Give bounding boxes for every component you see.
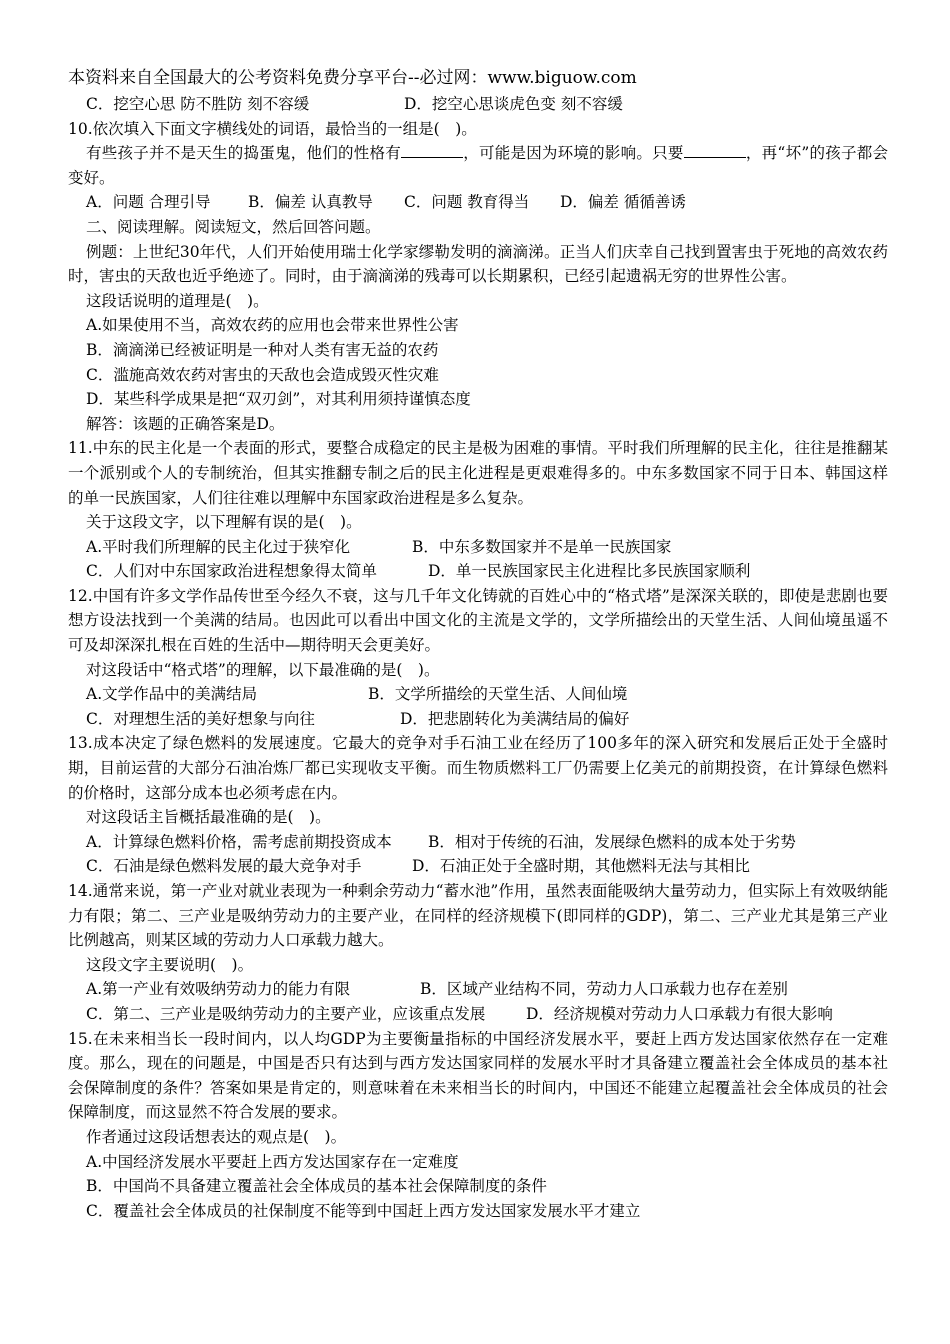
option-b: B．区域产业结构不同，劳动力人口承载力也存在差别 (420, 980, 788, 999)
option-b: B．中东多数国家并不是单一民族国家 (412, 537, 672, 556)
q9-options-cd (68, 92, 888, 117)
document-page (68, 64, 888, 1223)
q12-question: 对这段话中“格式塔”的理解，以下最准确的是( )。 (86, 660, 440, 679)
option-d: D．单一民族国家民主化进程比多民族国家顺利 (428, 562, 751, 581)
example-answer: 解答：该题的正确答案是D。 (86, 414, 285, 433)
q13-options-cd (68, 854, 888, 879)
example-question: 这段话说明的道理是( )。 (86, 291, 269, 310)
option-a: A.文学作品中的美满结局 (86, 685, 258, 704)
option-b: B．偏差 认真教导 (248, 193, 373, 212)
option-c: C．问题 教育得当 (404, 193, 530, 212)
option-b: B．相对于传统的石油，发展绿色燃料的成本处于劣势 (428, 832, 796, 851)
q15-option-a: A.中国经济发展水平要赶上西方发达国家存在一定难度 (86, 1152, 459, 1171)
option-c: C．石油是绿色燃料发展的最大竞争对手 (86, 857, 362, 876)
q15-option-b: B．中国尚不具备建立覆盖社会全体成员的基本社会保障制度的条件 (86, 1177, 547, 1196)
source-header: 本资料来自全国最大的公考资料免费分享平台--必过网：www.biguow.com (68, 68, 637, 88)
option-d: D．经济规模对劳动力人口承载力有很大影响 (526, 1004, 833, 1023)
q10-options (68, 190, 888, 215)
option-c: C．人们对中东国家政治进程想象得太简单 (86, 562, 377, 581)
example-option-a: A.如果使用不当，高效农药的应用也会带来世界性公害 (86, 316, 459, 335)
example-option-b: B．滴滴涕已经被证明是一种对人类有害无益的农药 (86, 340, 439, 359)
option-a: A.第一产业有效吸纳劳动力的能力有限 (86, 980, 351, 999)
q13-question: 对这段话主旨概括最准确的是( )。 (86, 808, 331, 827)
q11-options-ab (68, 535, 888, 560)
example-option-c: C．滥施高效农药对害虫的天敌也会造成毁灭性灾难 (86, 365, 439, 384)
example-text: 例题：上世纪30年代，人们开始使用瑞士化学家缪勒发明的滴滴涕。正当人们庆幸自己找到置害虫于死地的高效农药时，害虫的天敌也近乎绝迹了。同时，由于滴滴涕的残毒可以长期累积，已经引起遗祸无穷的世界性公害。 (68, 242, 888, 286)
q13-options-ab (68, 830, 888, 855)
fill-blank-1 (401, 143, 463, 158)
q10-text: 有些孩子并不是天生的捣蛋鬼，他们的性格有 ，可能是因为环境的影响。只要 ，再“坏”的孩子都会变好。 (68, 144, 888, 187)
q14-question: 这段文字主要说明( )。 (86, 955, 254, 974)
q12-options-cd (68, 707, 888, 732)
q15-option-c: C．覆盖社会全体成员的社保制度不能等到中国赶上西方发达国家发展水平才建立 (86, 1201, 641, 1220)
option-d: D．挖空心思谈虎色变 刻不容缓 (404, 95, 623, 113)
option-d: D．偏差 循循善诱 (560, 193, 686, 212)
q14-options-ab (68, 977, 888, 1002)
q12-text: 12.中国有许多文学作品传世至今经久不衰，这与几千年文化铸就的百姓心中的“格式塔”是深深关联的，即使是悲剧也要想方设法找到一个美满的结局。也因此可以看出中国文化的主流是文学的，文学所描绘出的天堂生活、人间仙境虽遥不可及却深深扎根在百姓的生活中—期待明天会更美好。 (68, 586, 888, 655)
option-a: A．计算绿色燃料价格，需考虑前期投资成本 (86, 832, 392, 851)
example-option-d: D．某些科学成果是把“双刃剑”，对其利用须持谨慎态度 (86, 390, 471, 409)
q14-options-cd (68, 1002, 888, 1027)
q14-text: 14.通常来说，第一产业对就业表现为一种剩余劳动力“蓄水池”作用，虽然表面能吸纳大量劳动力，但实际上有效吸纳能力有限；第二、三产业是吸纳劳动力的主要产业，在同样的经济规模下(即同样的GDP)，第二、三产业尤其是第三产业比例越高，则某区域的劳动力人口承载力越大。 (68, 882, 888, 950)
q11-options-cd (68, 559, 888, 584)
option-b: B．文学所描绘的天堂生活、人间仙境 (368, 685, 628, 704)
q12-options-ab (68, 682, 888, 707)
q15-question: 作者通过这段话想表达的观点是( )。 (86, 1127, 347, 1146)
option-a: A.平时我们所理解的民主化过于狭窄化 (86, 537, 351, 556)
option-d: D．把悲剧转化为美满结局的偏好 (400, 709, 630, 728)
q11-text: 11.中东的民主化是一个表面的形式，要整合成稳定的民主是极为困难的事情。平时我们所理解的民主化，往往是推翻某一个派别或个人的专制统治，但其实推翻专制之后的民主化进程是更艰难得多的。中东多数国家不同于日本、韩国这样的单一民族国家，人们往往难以理解中东国家政治进程是多么复杂。 (68, 439, 888, 507)
option-c: C．对理想生活的美好想象与向往 (86, 709, 315, 728)
fill-blank-2 (684, 143, 746, 158)
option-c: C．挖空心思 防不胜防 刻不容缓 (86, 95, 310, 113)
option-c: C．第二、三产业是吸纳劳动力的主要产业，应该重点发展 (86, 1004, 486, 1023)
q15-text: 15.在未来相当长一段时间内，以人均GDP为主要衡量指标的中国经济发展水平，要赶上西方发达国家依然存在一定难度。那么，现在的问题是，中国是否只有达到与西方发达国家同样的发展水平时才具备建立覆盖社会全体成员的基本社会保障制度的条件？答案如果是肯定的，则意味着在未来相当长的时间内，中国还不能建立起覆盖社会全体成员的社会保障制度，而这显然不符合发展的要求。 (68, 1029, 888, 1122)
q13-text: 13.成本决定了绿色燃料的发展速度。它最大的竞争对手石油工业在经历了100多年的深入研究和发展后正处于全盛时期，目前运营的大部分石油冶炼厂都已实现收支平衡。而生物质燃料工厂仍需要上亿美元的前期投资，在计算绿色燃料的价格时，这部分成本也必须考虑在内。 (68, 734, 888, 802)
section2-title: 二、阅读理解。阅读短文，然后回答问题。 (86, 217, 381, 236)
q11-question: 关于这段文字，以下理解有误的是( )。 (86, 513, 362, 532)
option-a: A．问题 合理引导 (86, 193, 211, 212)
option-d: D．石油正处于全盛时期，其他燃料无法与其相比 (412, 857, 750, 876)
q10-stem: 10.依次填入下面文字横线处的词语，最恰当的一组是( )。 (68, 119, 477, 138)
